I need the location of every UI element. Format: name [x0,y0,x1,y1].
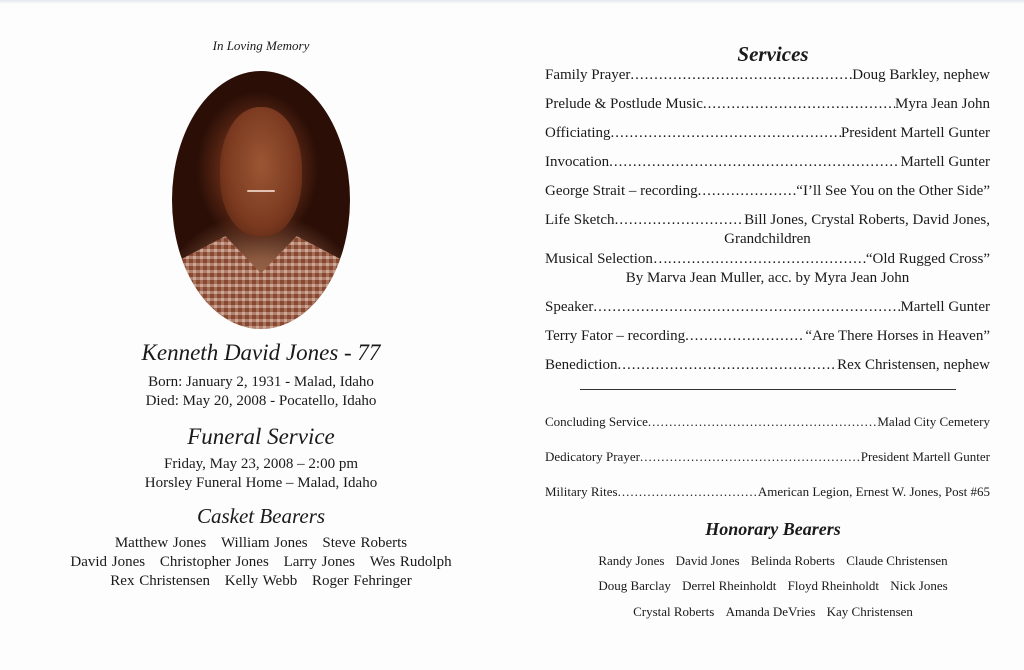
bearer-name: Claude Christensen [846,553,948,568]
bearer-name: Roger Fehringer [311,573,412,589]
portrait-plaid-shirt [172,236,350,329]
service-item [545,251,990,268]
portrait-photo [172,71,350,329]
service-continuation: By Marva Jean Muller, acc. by Myra Jean John [625,270,910,286]
service-item [545,125,990,142]
service-value: American Legion, Ernest W. Jones, Post #65 [757,484,990,499]
service-value: Martell Gunter [900,154,990,170]
bearer-name: David Jones [70,554,146,570]
funeral-service-title: Funeral Service [187,424,335,449]
service-value: “Old Rugged Cross” [865,251,990,267]
bearer-name: Steve Roberts [322,535,408,551]
service-value: Doug Barkley, nephew [852,67,990,83]
funeral-date: Friday, May 23, 2008 – 2:00 pm [163,456,359,472]
bearer-name: Nick Jones [890,578,948,593]
portrait-face [220,107,302,236]
dot-leader [630,67,852,84]
deceased-name: Kenneth David Jones - 77 [141,340,381,365]
casket-bearers-row [0,554,522,571]
service-item [545,96,990,113]
portrait-smile [247,190,275,192]
service-continuation: Grandchildren [724,231,811,247]
service-value: “Are There Horses in Heaven” [805,328,990,344]
service-label: Speaker [545,299,594,315]
service-label: Concluding Service [545,414,648,429]
service-item [545,357,990,374]
service-label: Officiating [545,125,611,141]
funeral-place: Horsley Funeral Home – Malad, Idaho [144,475,378,491]
service-label: Terry Fator – recording [545,328,686,344]
service-item [545,299,990,316]
honorary-bearers-title: Honorary Bearers [705,519,841,539]
service-value: President Martell Gunter [860,449,990,464]
bearer-name: Doug Barclay [598,578,671,593]
service-value: Myra Jean John [895,96,990,112]
in-loving-memory-heading: In Loving Memory [212,38,310,53]
services-title: Services [737,42,809,66]
honorary-bearers-row [522,604,1024,620]
bearer-name: Wes Rudolph [369,554,452,570]
death-info: Died: May 20, 2008 - Pocatello, Idaho [145,393,377,409]
service-value: Rex Christensen, nephew [837,357,990,373]
service-item [545,154,990,171]
post-service-item [545,484,990,500]
service-label: Musical Selection… [545,251,668,267]
dot-leader [593,299,900,316]
post-service-item [545,414,990,430]
service-item [545,67,990,84]
casket-bearers-row [0,535,522,552]
bearer-name: William Jones [221,535,308,551]
dot-leader [609,154,900,171]
dot-leader [615,212,745,229]
bearer-name: Larry Jones [283,554,355,570]
bearer-name: Matthew Jones [114,535,207,551]
bearer-name: Derrel Rheinholdt [682,578,777,593]
service-label: Invocation [545,154,610,170]
dot-leader [685,328,805,345]
service-item [545,183,990,200]
dot-leader [703,96,895,113]
bearer-name: Randy Jones [598,553,665,568]
service-label: Benediction [545,357,618,373]
bearer-name: Crystal Roberts [633,604,715,619]
bearer-name: Floyd Rheinholdt [787,578,879,593]
service-value: Malad City Cemetery [877,414,990,429]
bearer-name: Kay Christensen [826,604,913,619]
honorary-bearers-row [522,578,1024,594]
service-label: George Strait – recording [545,183,698,199]
birth-info: Born: January 2, 1931 - Malad, Idaho [148,374,374,390]
service-value: Bill Jones, Crystal Roberts, David Jones, [744,212,990,228]
casket-bearers-title: Casket Bearers [196,504,326,528]
dot-leader [617,357,837,374]
service-value: Martell Gunter [900,299,990,315]
dot-leader [640,449,861,465]
dot-leader [668,251,866,268]
right-panel [522,0,1024,670]
service-label: Military Rites [545,484,618,499]
dot-leader [698,183,797,200]
service-value: President Martell Gunter [840,125,990,141]
service-label: Life Sketch [545,212,615,228]
service-item [545,212,990,229]
service-label: Dedicatory Prayer [545,449,640,464]
bearer-name: Rex Christensen [110,573,211,589]
dot-leader [648,414,877,430]
post-service-item [545,449,990,465]
section-divider [580,389,956,390]
service-item [545,328,990,345]
dot-leader [618,484,758,500]
service-label: Prelude & Postlude Music [545,96,703,112]
casket-bearers-row [0,573,522,590]
service-value: “I’ll See You on the Other Side” [796,183,990,199]
bearer-name: Christopher Jones [159,554,269,570]
honorary-bearers-row [522,553,1024,569]
service-label: Family Prayer [545,67,631,83]
bearer-name: Kelly Webb [224,573,298,589]
dot-leader [611,125,841,142]
bearer-name: David Jones [675,553,740,568]
bearer-name: Belinda Roberts [750,553,835,568]
bearer-name: Amanda DeVries [725,604,816,619]
